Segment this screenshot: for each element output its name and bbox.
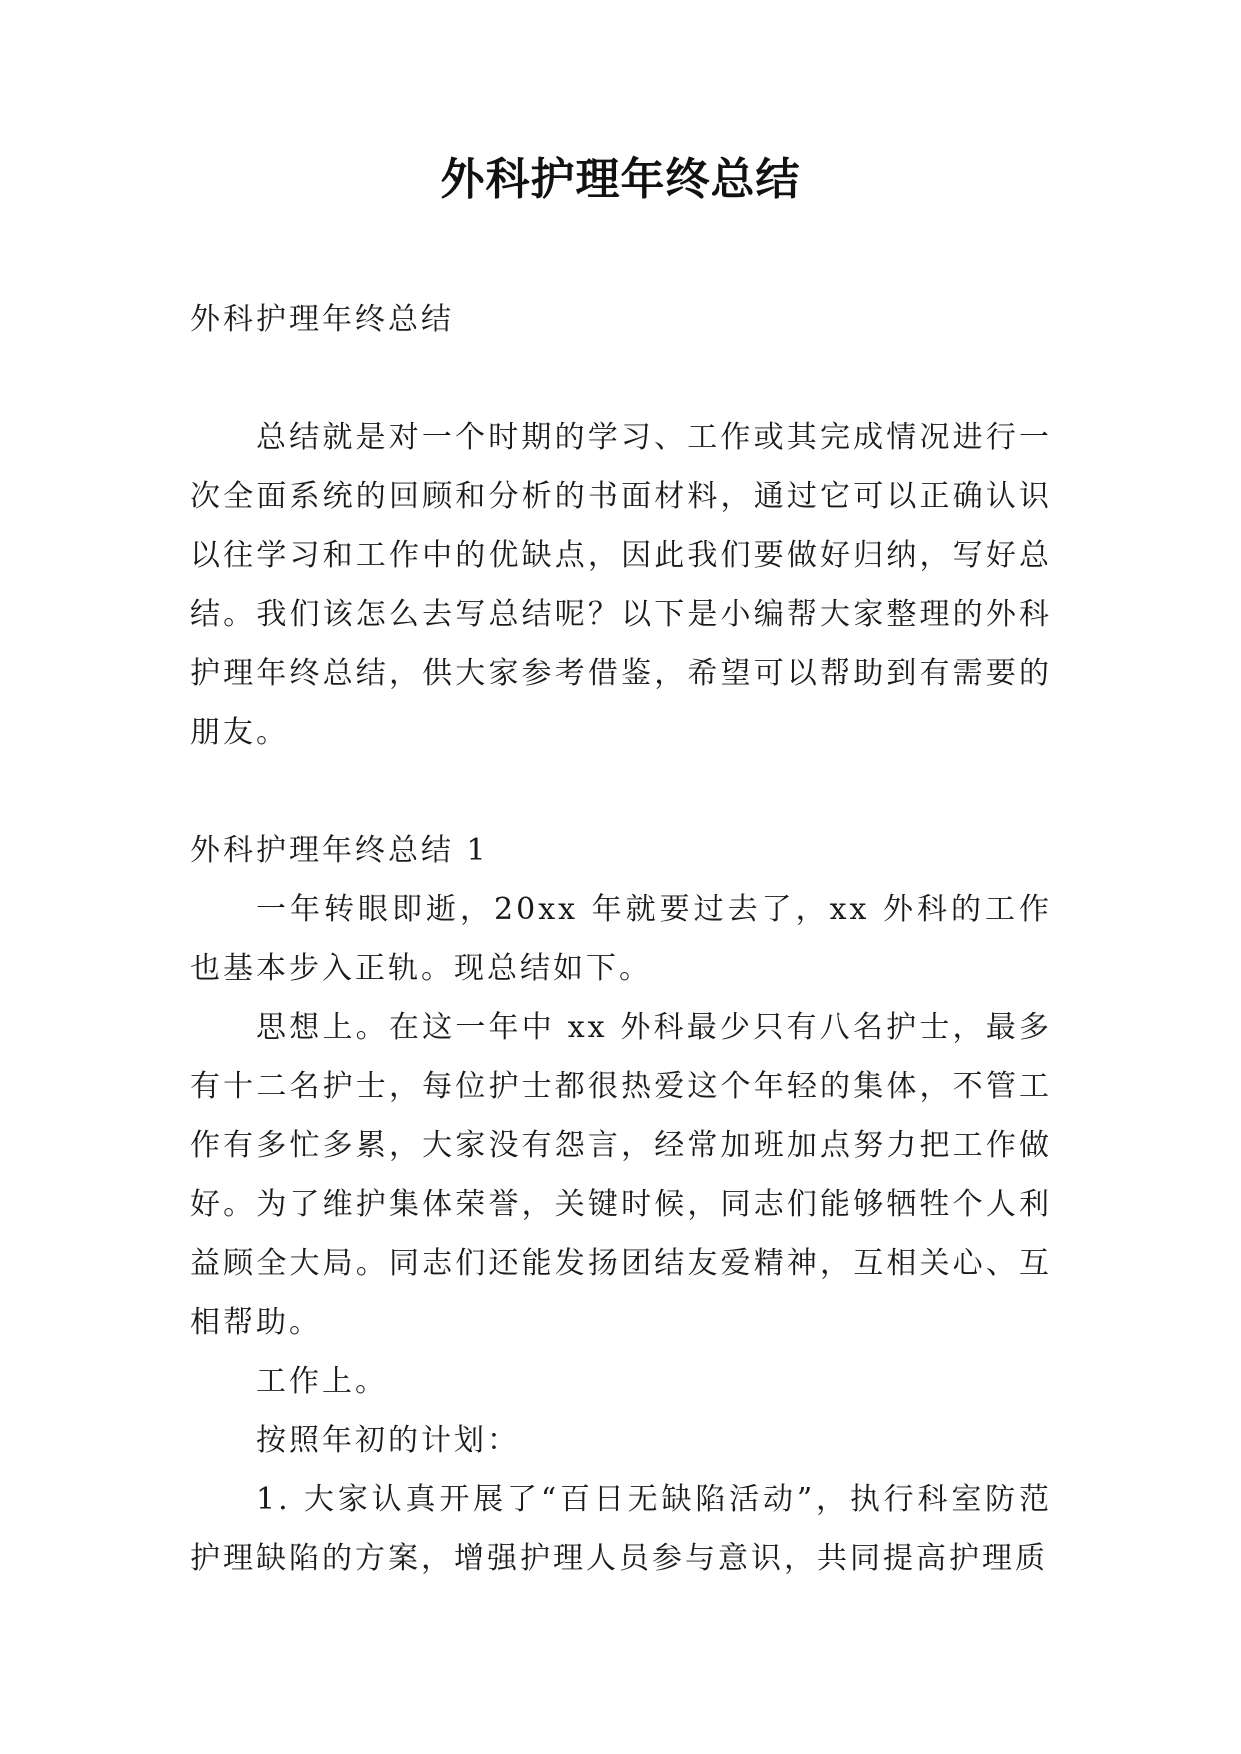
body-paragraph: 思想上。在这一年中 xx 外科最少只有八名护士，最多有十二名护士，每位护士都很热爱这个年轻的集体，不管工作有多忙多累，大家没有怨言，经常加班加点努力把工作做好。为了维护集体荣誉，关键时候，同志们能够牺牲个人利益顾全大局。同志们还能发扬团结友爱精神，互相关心、互相帮助。 [190, 1010, 1052, 1340]
body-paragraph: 1. 大家认真开展了“百日无缺陷活动”，执行科室防范护理缺陷的方案，增强护理人员参与意识，共同提高护理质 [190, 1482, 1052, 1576]
body-paragraph: 按照年初的计划： [256, 1423, 520, 1458]
body-paragraph: 工作上。 [256, 1364, 388, 1399]
document-body [190, 290, 1052, 1588]
intro-paragraph: 总结就是对一个时期的学习、工作或其完成情况进行一次全面系统的回顾和分析的书面材料，通过它可以正确认识以往学习和工作中的优缺点，因此我们要做好归纳，写好总结。我们该怎么去写总结呢？以下是小编帮大家整理的外科护理年终总结，供大家参考借鉴，希望可以帮助到有需要的朋友。 [190, 420, 1052, 750]
section-heading: 外科护理年终总结 1 [190, 833, 489, 868]
document-title: 外科护理年终总结 [440, 154, 801, 205]
document-subtitle: 外科护理年终总结 [190, 302, 454, 337]
body-paragraph: 一年转眼即逝，20xx 年就要过去了，xx 外科的工作也基本步入正轨。现总结如下。 [190, 892, 1052, 986]
